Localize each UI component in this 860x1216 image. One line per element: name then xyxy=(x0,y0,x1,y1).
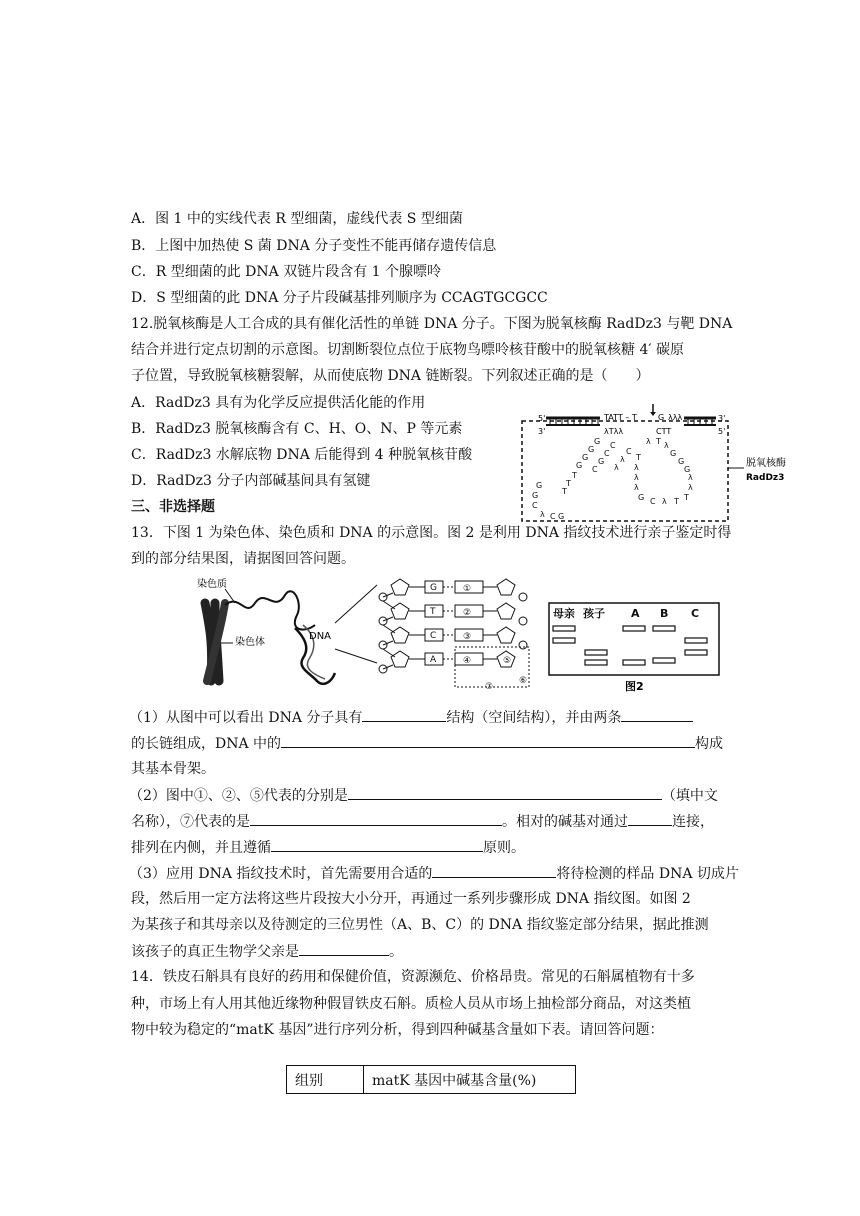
svg-text:λ: λ xyxy=(634,463,639,472)
svg-text:λ: λ xyxy=(688,473,693,482)
header-mother: 母亲 xyxy=(553,607,575,620)
q14-stem-line2: 种，市场上有人用其他近缘物种假冒铁皮石斛。质检人员从市场上抽检部分商品，对这类植 xyxy=(131,996,691,1012)
q13-stem-line2: 到的部分结果图，请据图回答问题。 xyxy=(131,551,355,567)
q12-stem-line1: 12.脱氧核酶是人工合成的具有催化活性的单链 DNA 分子。下图为脱氧核酶 RadDz3 与靶 DNA xyxy=(131,316,733,332)
label-3prime-bottom: 3' xyxy=(538,427,546,436)
header-a: A xyxy=(631,607,640,620)
label-radDz3: RadDz3 xyxy=(746,473,785,483)
top-sequence: TATT – T xyxy=(604,413,637,422)
q13-part3-line1: （3）应用 DNA 指纹技术时，首先需要用合适的 将待检测的样品 DNA 切成片 xyxy=(129,863,739,884)
svg-text:λ: λ xyxy=(620,455,625,464)
num-7: ⑦ xyxy=(485,682,494,692)
q14-stem-line3: 物中较为稳定的“matK 基因”进行序列分析，得到四种碱基含量如下表。请回答问题： xyxy=(131,1022,664,1038)
svg-text:C: C xyxy=(604,449,610,458)
svg-text:λ: λ xyxy=(540,510,545,519)
blank-5[interactable] xyxy=(250,811,502,826)
svg-text:G: G xyxy=(536,481,543,490)
q11-option-d: D．S 型细菌的此 DNA 分子片段碱基排列顺序为 CCAGTGCGCC xyxy=(131,290,548,306)
base-g: G xyxy=(430,583,437,593)
chromosome-dna-figure xyxy=(185,573,535,693)
q12-stem-line3: 子位置，导致脱氧核糖裂解，从而使底物 DNA 链断裂。下列叙述正确的是（ ） xyxy=(131,368,650,384)
svg-text:λ: λ xyxy=(614,463,619,472)
table-header-content: matK 基因中碱基含量(%) xyxy=(364,1066,576,1094)
figure2-caption: 图2 xyxy=(625,680,644,693)
label-3prime-top: 3' xyxy=(718,414,726,423)
q12-option-d: D．RadDz3 分子内部碱基间具有氢键 xyxy=(131,473,371,489)
q13-part2-line3: 排列在内侧，并且遵循 原则。 xyxy=(131,837,525,858)
svg-text:G: G xyxy=(638,493,645,502)
svg-text:G: G xyxy=(532,491,539,500)
dna-fingerprint-figure xyxy=(545,602,725,694)
base-c: C xyxy=(430,631,437,641)
blank-9[interactable] xyxy=(299,941,389,956)
base-content-table xyxy=(286,1065,576,1094)
table-header-row xyxy=(287,1066,576,1094)
q13-part1-line1: （1）从图中可以看出 DNA 分子具有 结构（空间结构），并由两条 xyxy=(129,707,693,728)
svg-text:C: C xyxy=(626,447,632,456)
q12-option-c: C．RadDz3 水解底物 DNA 后能得到 4 种脱氧核苷酸 xyxy=(131,447,473,463)
q12-option-b: B．RadDz3 脱氧核酶含有 C、H、O、N、P 等元素 xyxy=(131,421,463,437)
blank-4[interactable] xyxy=(348,785,662,800)
blank-1[interactable] xyxy=(362,707,446,722)
q13-part3-line4: 该孩子的真正生物学父亲是 。 xyxy=(131,941,403,962)
q11-option-b: B．上图中加热使 S 菌 DNA 分子变性不能再储存遗传信息 xyxy=(131,238,497,254)
svg-text:C: C xyxy=(650,497,656,506)
q13-part2-line2: 名称），⑦代表的是 。相对的碱基对通过 连接， xyxy=(131,811,714,832)
blank-3[interactable] xyxy=(281,733,695,748)
svg-text:G: G xyxy=(576,461,583,470)
section-3-heading: 三、非选择题 xyxy=(131,499,215,515)
top-sequence-2: λλλ xyxy=(668,413,683,422)
svg-text:G: G xyxy=(588,445,595,454)
header-b: B xyxy=(660,607,669,620)
svg-text:T: T xyxy=(656,437,661,446)
header-child: 孩子 xyxy=(583,607,605,620)
q13-stem-line1: 13．下图 1 为染色体、染色质和 DNA 的示意图。图 2 是利用 DNA 指纹技术进行亲子鉴定时得 xyxy=(131,525,732,541)
label-chromatin: 染色质 xyxy=(197,579,227,590)
svg-text:C: C xyxy=(610,441,616,450)
label-5prime-top: 5' xyxy=(538,414,546,423)
blank-8[interactable] xyxy=(432,863,556,878)
svg-text:G: G xyxy=(598,457,605,466)
svg-text:G: G xyxy=(678,457,685,466)
svg-text:C: C xyxy=(592,465,598,474)
num-4: ④ xyxy=(463,656,472,666)
bottom-sequence: λTλλ xyxy=(604,427,624,436)
svg-text:T: T xyxy=(684,493,689,502)
svg-text:λ: λ xyxy=(662,497,667,506)
blank-6[interactable] xyxy=(628,811,672,826)
svg-text:G: G xyxy=(558,512,565,521)
blank-2[interactable] xyxy=(621,707,693,722)
svg-text:G: G xyxy=(684,465,691,474)
base-a: A xyxy=(430,655,437,665)
num-3: ③ xyxy=(463,632,472,642)
table-header-group: 组别 xyxy=(287,1066,364,1094)
label-chromosome: 染色体 xyxy=(235,637,265,648)
svg-text:λ: λ xyxy=(634,473,639,482)
q13-part1-line3: 其基本骨架。 xyxy=(131,761,215,777)
label-deoxyribozyme: 脱氧核酶 xyxy=(746,458,786,469)
q13-part1-line2: 的长链组成，DNA 中的 构成 xyxy=(131,733,723,754)
svg-text:λ: λ xyxy=(634,483,639,492)
q11-option-a: A．图 1 中的实线代表 R 型细菌，虚线代表 S 型细菌 xyxy=(131,211,463,227)
base-t: T xyxy=(430,607,436,617)
q13-part3-line2: 段，然后用一定方法将这些片段按大小分开，再通过一系列步骤形成 DNA 指纹图。如图 2 xyxy=(131,891,691,907)
svg-text:λ: λ xyxy=(688,483,693,492)
svg-text:G: G xyxy=(582,453,589,462)
deoxyribozyme-figure xyxy=(516,404,826,526)
svg-text:T: T xyxy=(562,487,567,496)
svg-text:C: C xyxy=(532,501,538,510)
svg-text:G: G xyxy=(670,449,677,458)
num-5: ⑤ xyxy=(503,656,512,666)
num-1: ① xyxy=(463,584,472,594)
svg-text:G: G xyxy=(594,437,601,446)
svg-text:G: G xyxy=(658,413,665,422)
q12-stem-line2: 结合并进行定点切割的示意图。切割断裂位点位于底物鸟嘌呤核苷酸中的脱氧核糖 4′ 碳原 xyxy=(131,342,684,358)
label-dna: DNA xyxy=(309,631,332,642)
svg-text:T: T xyxy=(636,453,641,462)
blank-7[interactable] xyxy=(271,837,483,852)
num-2: ② xyxy=(463,608,472,618)
svg-text:T: T xyxy=(572,471,577,480)
svg-text:C: C xyxy=(550,512,556,521)
q12-option-a: A．RadDz3 具有为化学反应提供活化能的作用 xyxy=(131,395,426,411)
q11-option-c: C．R 型细菌的此 DNA 双链片段含有 1 个腺嘌呤 xyxy=(131,264,441,280)
q13-part3-line3: 为某孩子和其母亲以及待测定的三位男性（A、B、C）的 DNA 指纹鉴定部分结果，据此推测 xyxy=(131,917,709,933)
svg-text:λ: λ xyxy=(646,437,651,446)
header-c: C xyxy=(691,607,700,620)
label-5prime-bottom: 5' xyxy=(718,427,726,436)
q14-stem-line1: 14．铁皮石斛具有良好的药用和保健价值，资源濒危、价格昂贵。常见的石斛属植物有十多 xyxy=(131,969,695,985)
bottom-sequence-2: CTT xyxy=(656,427,672,436)
svg-text:T: T xyxy=(566,479,571,488)
svg-text:T: T xyxy=(674,497,679,506)
svg-text:λ: λ xyxy=(664,441,669,450)
q13-part2-line1: （2）图中①、②、⑤代表的分别是 （填中文 xyxy=(129,785,718,806)
num-6: ⑥ xyxy=(519,676,528,686)
